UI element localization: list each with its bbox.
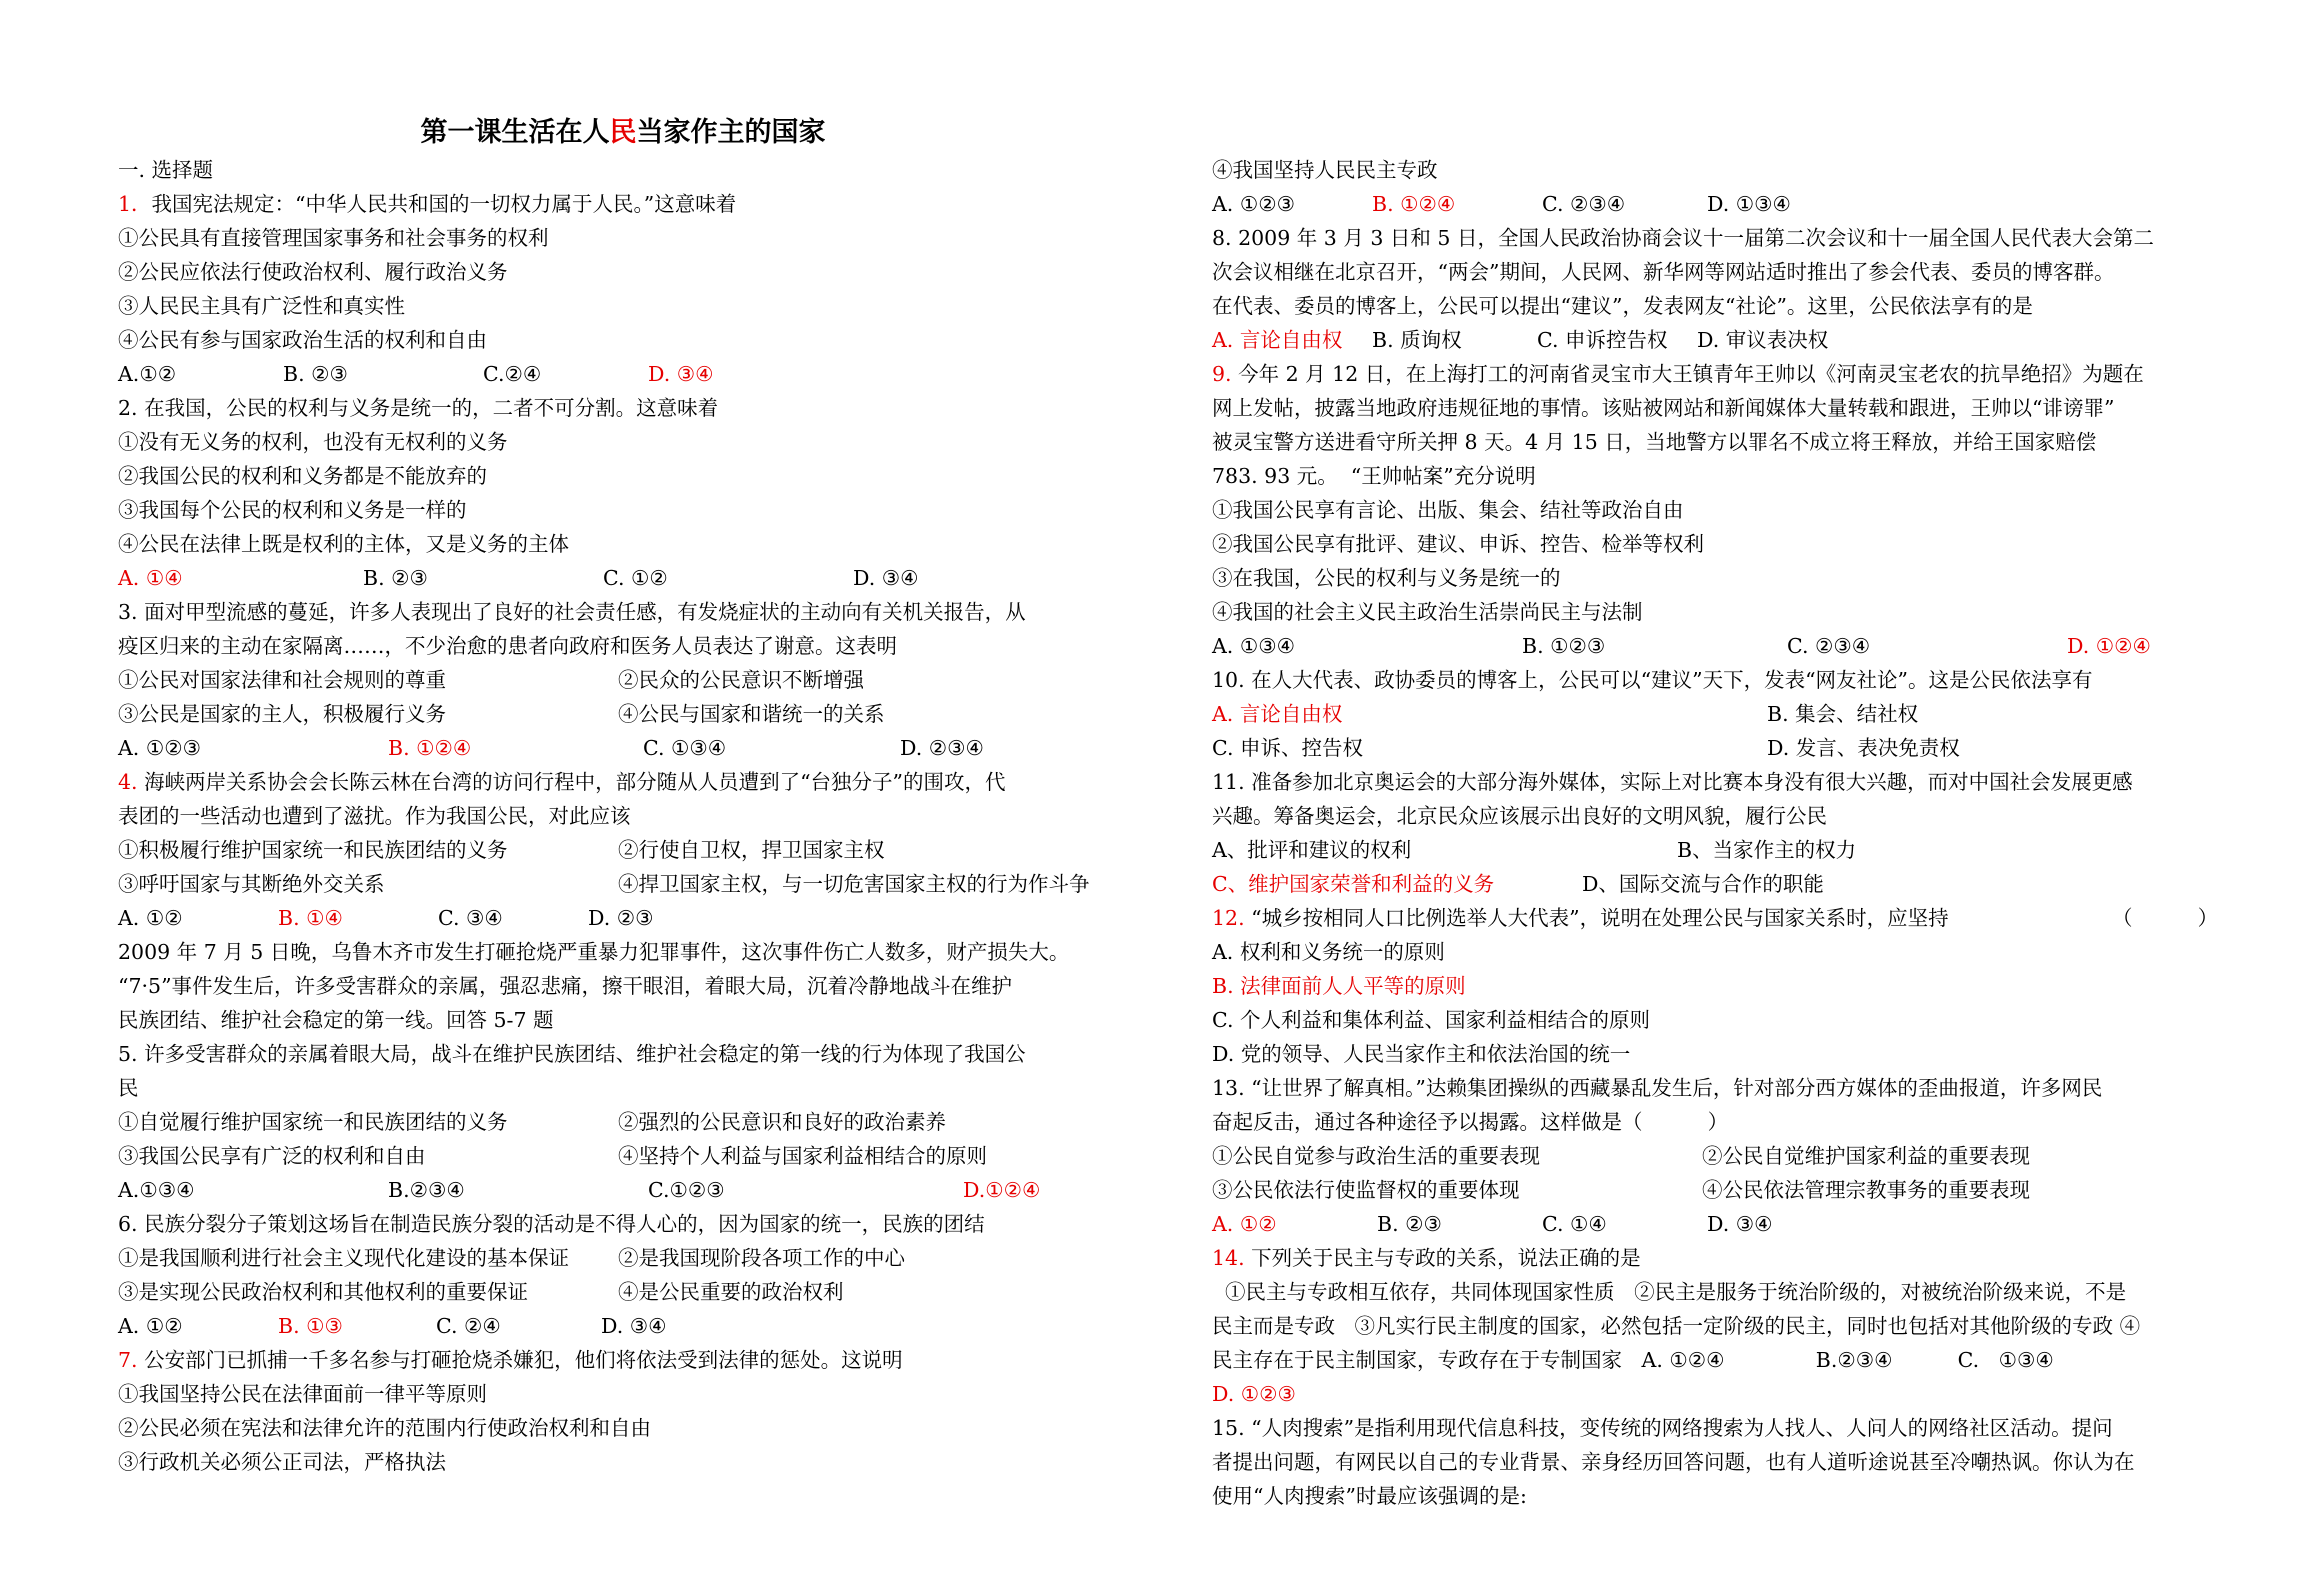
statement: ④公民与国家和谐统一的关系 [618, 702, 885, 726]
statement: B. 集会、结社权 [1767, 702, 1919, 726]
option-d: D. ①③④ [1707, 192, 1791, 216]
option-d: D. ③④ [648, 362, 714, 386]
text-line: 3. 面对甲型流感的蔓延，许多人表现出了良好的社会责任感，有发烧症状的主动向有关机关报告，从 [118, 600, 1026, 624]
statement-pair [118, 1275, 1128, 1309]
option-b: B. ①④ [278, 906, 343, 930]
text-line: 5. 许多受害群众的亲属着眼大局，战斗在维护民族团结、维护社会稳定的第一线的行为体现了我国公 [118, 1042, 1026, 1066]
statement: ①积极履行维护国家统一和民族团结的义务 [118, 838, 508, 862]
statement-pair [118, 1241, 1128, 1275]
option-c: C. ①③④ [643, 736, 727, 760]
option-b: B. ①②④ [388, 736, 472, 760]
option-d: D.①②④ [963, 1178, 1041, 1202]
option-a: A.①② [118, 362, 177, 386]
text-line: 14. 下列关于民主与专政的关系，说法正确的是 [1212, 1246, 1641, 1270]
option-c: C. ②③④ [1787, 634, 1871, 658]
text-line: ③行政机关必须公正司法，严格执法 [118, 1450, 446, 1474]
text-line: 使用“人肉搜索”时最应该强调的是: [1212, 1484, 1527, 1508]
statement: ④公民依法管理宗教事务的重要表现 [1702, 1178, 2030, 1202]
option-b: B. 质询权 [1372, 328, 1462, 352]
text-line: 2009 年 7 月 5 日晚，乌鲁木齐市发生打砸抢烧严重暴力犯罪事件，这次事件伤亡人数多，财产损失大。 [118, 940, 1070, 964]
option-a: A. 言论自由权 [1212, 328, 1343, 352]
statement-pair [118, 663, 1128, 697]
text-line: 13. “让世界了解真相。”达赖集团操纵的西藏暴乱发生后，针对部分西方媒体的歪曲报道，许多网民 [1212, 1076, 2103, 1100]
statement-pair [118, 833, 1128, 867]
option-b: B. ①③ [278, 1314, 343, 1338]
text-line: 者提出问题，有网民以自己的专业背景、亲身经历回答问题，也有人道听途说甚至冷嘲热讽。你认为在 [1212, 1450, 2135, 1474]
text-line: 10. 在人大代表、政协委员的博客上，公民可以“建议”天下，发表“网友社论”。这是公民依法享有 [1212, 668, 2093, 692]
text-line: 民族团结、维护社会稳定的第一线。回答 5-7 题 [118, 1008, 554, 1032]
text-line: 6. 民族分裂分子策划这场旨在制造民族分裂的活动是不得人心的，因为国家的统一，民族的团结 [118, 1212, 985, 1236]
text-line: 11. 准备参加北京奥运会的大部分海外媒体，实际上对比赛本身没有很大兴趣，而对中国社会发展更感 [1212, 770, 2133, 794]
answer-line: D. ①②③ [1212, 1382, 1296, 1406]
statement: ③我国公民享有广泛的权利和自由 [118, 1144, 426, 1168]
text-line: 民 [118, 1076, 139, 1100]
option-b: B. ①②④ [1372, 192, 1456, 216]
statement: ①公民对国家法律和社会规则的尊重 [118, 668, 446, 692]
option-a: A. ①④ [118, 566, 183, 590]
text-line: C. 个人利益和集体利益、国家利益相结合的原则 [1212, 1008, 1650, 1032]
statement: ②公民自觉维护国家利益的重要表现 [1702, 1144, 2030, 1168]
statement-pair [118, 1105, 1128, 1139]
option-a: A. ①② [118, 906, 183, 930]
answer-line: B. 法律面前人人平等的原则 [1212, 974, 1466, 998]
text-line: ④我国的社会主义民主政治生活崇尚民主与法制 [1212, 600, 1643, 624]
option-d: D. ②③ [588, 906, 654, 930]
text-line: 783. 93 元。 “王帅帖案”充分说明 [1212, 464, 1536, 488]
option-b: B.②③④ [388, 1178, 465, 1202]
statement: C、维护国家荣誉和利益的义务 [1212, 872, 1495, 896]
statement: ②行使自卫权，捍卫国家主权 [618, 838, 885, 862]
option-b: B. ②③ [283, 362, 348, 386]
statement-pair [1212, 1139, 2212, 1173]
option-a: A. ①③④ [1212, 634, 1295, 658]
statement: A、批评和建议的权利 [1212, 838, 1412, 862]
option-b: B. ①②③ [1522, 634, 1606, 658]
text-line: “7·5”事件发生后，许多受害群众的亲属，强忍悲痛，擦干眼泪，着眼大局，沉着冷静地战斗在维护 [118, 974, 1013, 998]
answer-options [118, 357, 1128, 391]
text-line: 兴趣。筹备奥运会，北京民众应该展示出良好的文明风貌，履行公民 [1212, 804, 1827, 828]
statement-pair [1212, 833, 2212, 867]
option-c: C.②④ [483, 362, 542, 386]
text-line: ②我国公民享有批评、建议、申诉、控告、检举等权利 [1212, 532, 1704, 556]
option-b: B. ②③ [1377, 1212, 1442, 1236]
text-line: 被灵宝警方送进看守所关押 8 天。4 月 15 日，当地警方以罪名不成立将王释放，并给王国家赔偿 [1212, 430, 2097, 454]
option-d: D. ③④ [853, 566, 919, 590]
text-line: A. 权利和义务统一的原则 [1212, 940, 1445, 964]
statement-pair [118, 867, 1128, 901]
option-d: D. 审议表决权 [1697, 328, 1829, 352]
option-a: A. ①② [1212, 1212, 1277, 1236]
text-line: 8. 2009 年 3 月 3 日和 5 日，全国人民政治协商会议十一届第二次会议和十一届全国人民代表大会第二 [1212, 226, 2154, 250]
text-line: ②公民必须在宪法和法律允许的范围内行使政治权利和自由 [118, 1416, 651, 1440]
statement: ④坚持个人利益与国家利益相结合的原则 [618, 1144, 987, 1168]
statement: C. 申诉、控告权 [1212, 736, 1363, 760]
statement-pair [1212, 697, 2212, 731]
option-c: C. ③④ [438, 906, 503, 930]
text-line: 12. “城乡按相同人口比例选举人大代表”，说明在处理公民与国家关系时，应坚持 （ ） [1212, 906, 2219, 930]
text-line: D. 党的领导、人民当家作主和依法治国的统一 [1212, 1042, 1631, 1066]
text-line: ②我国公民的权利和义务都是不能放弃的 [118, 464, 487, 488]
statement: ④捍卫国家主权，与一切危害国家主权的行为作斗争 [618, 872, 1090, 896]
option-a: A. ①② [118, 1314, 183, 1338]
statement: ④是公民重要的政治权利 [618, 1280, 844, 1304]
text-line: ③人民民主具有广泛性和真实性 [118, 294, 405, 318]
statement: B、当家作主的权力 [1677, 838, 1857, 862]
statement: ②是我国现阶段各项工作的中心 [618, 1246, 905, 1270]
statement: D. 发言、表决免责权 [1767, 736, 1960, 760]
text-line: 民主存在于民主制国家，专政存在于专制国家 A. ①②④ B.②③④ C. ①③④ [1212, 1348, 2054, 1372]
option-c: C. ②④ [436, 1314, 501, 1338]
text-line: 在代表、委员的博客上，公民可以提出“建议”，发表网友“社论”。这里，公民依法享有的是 [1212, 294, 2033, 318]
answer-options [118, 1309, 1128, 1343]
option-d: D. ①②④ [2067, 634, 2151, 658]
text-line: ④我国坚持人民民主专政 [1212, 158, 1438, 182]
statement: ③呼吁国家与其断绝外交关系 [118, 872, 385, 896]
option-b: B. ②③ [363, 566, 428, 590]
text-line: 民主而是专政 ③凡实行民主制度的国家，必然包括一定阶级的民主，同时也包括对其他阶级的专政 ④ [1212, 1314, 2141, 1338]
text-line: ④公民在法律上既是权利的主体，又是义务的主体 [118, 532, 569, 556]
option-a: A. ①②③ [1212, 192, 1295, 216]
statement-pair [118, 697, 1128, 731]
page-title: 第一课生活在人民当家作主的国家 [420, 117, 826, 148]
text-line: 7. 公安部门已抓捕一千多名参与打砸抢烧杀嫌犯，他们将依法受到法律的惩处。这说明 [118, 1348, 903, 1372]
answer-options [118, 561, 1128, 595]
answer-options [118, 901, 1128, 935]
option-d: D. ③④ [601, 1314, 667, 1338]
text-line: 次会议相继在北京召开，“两会”期间，人民网、新华网等网站适时推出了参会代表、委员的博客群。 [1212, 260, 2115, 284]
text-line: 网上发帖，披露当地政府违规征地的事情。该贴被网站和新闻媒体大量转载和跟进，王帅以“诽谤罪” [1212, 396, 2115, 420]
text-line: 15. “人肉搜索”是指利用现代信息科技，变传统的网络搜索为人找人、人问人的网络社区活动。提问 [1212, 1416, 2113, 1440]
option-c: C. ①④ [1542, 1212, 1607, 1236]
text-line: 表团的一些活动也遭到了滋扰。作为我国公民，对此应该 [118, 804, 631, 828]
statement: ②民众的公民意识不断增强 [618, 668, 864, 692]
option-c: C. ②③④ [1542, 192, 1626, 216]
text-line: 奋起反击，通过各种途径予以揭露。这样做是（ ） [1212, 1110, 1729, 1134]
text-line: 1．我国宪法规定：“中华人民共和国的一切权力属于人民。”这意味着 [118, 192, 737, 216]
statement: ③是实现公民政治权利和其他权利的重要保证 [118, 1280, 528, 1304]
text-line: ④公民有参与国家政治生活的权利和自由 [118, 328, 487, 352]
text-line: ③我国每个公民的权利和义务是一样的 [118, 498, 467, 522]
option-c: C. 申诉控告权 [1537, 328, 1668, 352]
text-line: ①没有无义务的权利，也没有无权利的义务 [118, 430, 508, 454]
text-line: 9. 今年 2 月 12 日，在上海打工的河南省灵宝市大王镇青年王帅以《河南灵宝老农的抗旱绝招》为题在 [1212, 362, 2144, 386]
option-a: A.①③④ [118, 1178, 195, 1202]
text-line: 一. 选择题 [118, 158, 214, 182]
statement: ③公民是国家的主人，积极履行义务 [118, 702, 446, 726]
option-c: C. ①② [603, 566, 668, 590]
statement: ①自觉履行维护国家统一和民族团结的义务 [118, 1110, 508, 1134]
statement: ②强烈的公民意识和良好的政治素养 [618, 1110, 946, 1134]
text-line: 疫区归来的主动在家隔离……，不少治愈的患者向政府和医务人员表达了谢意。这表明 [118, 634, 897, 658]
statement: ③公民依法行使监督权的重要体现 [1212, 1178, 1520, 1202]
text-line: ②公民应依法行使政治权利、履行政治义务 [118, 260, 508, 284]
text-line: ①公民具有直接管理国家事务和社会事务的权利 [118, 226, 549, 250]
text-line: ①民主与专政相互依存，共同体现国家性质 ②民主是服务于统治阶级的，对被统治阶级来说，不是 [1212, 1280, 2127, 1304]
text-line: 2. 在我国，公民的权利与义务是统一的，二者不可分割。这意味着 [118, 396, 719, 420]
statement-pair [1212, 1173, 2212, 1207]
option-a: A. ①②③ [118, 736, 201, 760]
answer-options [118, 731, 1128, 765]
option-d: D. ③④ [1707, 1212, 1773, 1236]
answer-options [1212, 323, 2212, 357]
statement: A. 言论自由权 [1212, 702, 1343, 726]
text-line: ①我国公民享有言论、出版、集会、结社等政治自由 [1212, 498, 1684, 522]
statement-pair [118, 1139, 1128, 1173]
statement-pair [1212, 731, 2212, 765]
statement: D、国际交流与合作的职能 [1582, 872, 1824, 896]
statement: ①是我国顺利进行社会主义现代化建设的基本保证 [118, 1246, 569, 1270]
answer-options [118, 1173, 1128, 1207]
statement: ①公民自觉参与政治生活的重要表现 [1212, 1144, 1540, 1168]
option-c: C.①②③ [648, 1178, 725, 1202]
option-d: D. ②③④ [900, 736, 984, 760]
text-line: ①我国坚持公民在法律面前一律平等原则 [118, 1382, 487, 1406]
text-line: 4. 海峡两岸关系协会会长陈云林在台湾的访问行程中，部分随从人员遭到了“台独分子”的围攻，代 [118, 770, 1006, 794]
answer-options [1212, 629, 2212, 663]
answer-options [1212, 1207, 2212, 1241]
statement-pair [1212, 867, 2212, 901]
text-line: ③在我国，公民的权利与义务是统一的 [1212, 566, 1561, 590]
answer-options [1212, 187, 2212, 221]
